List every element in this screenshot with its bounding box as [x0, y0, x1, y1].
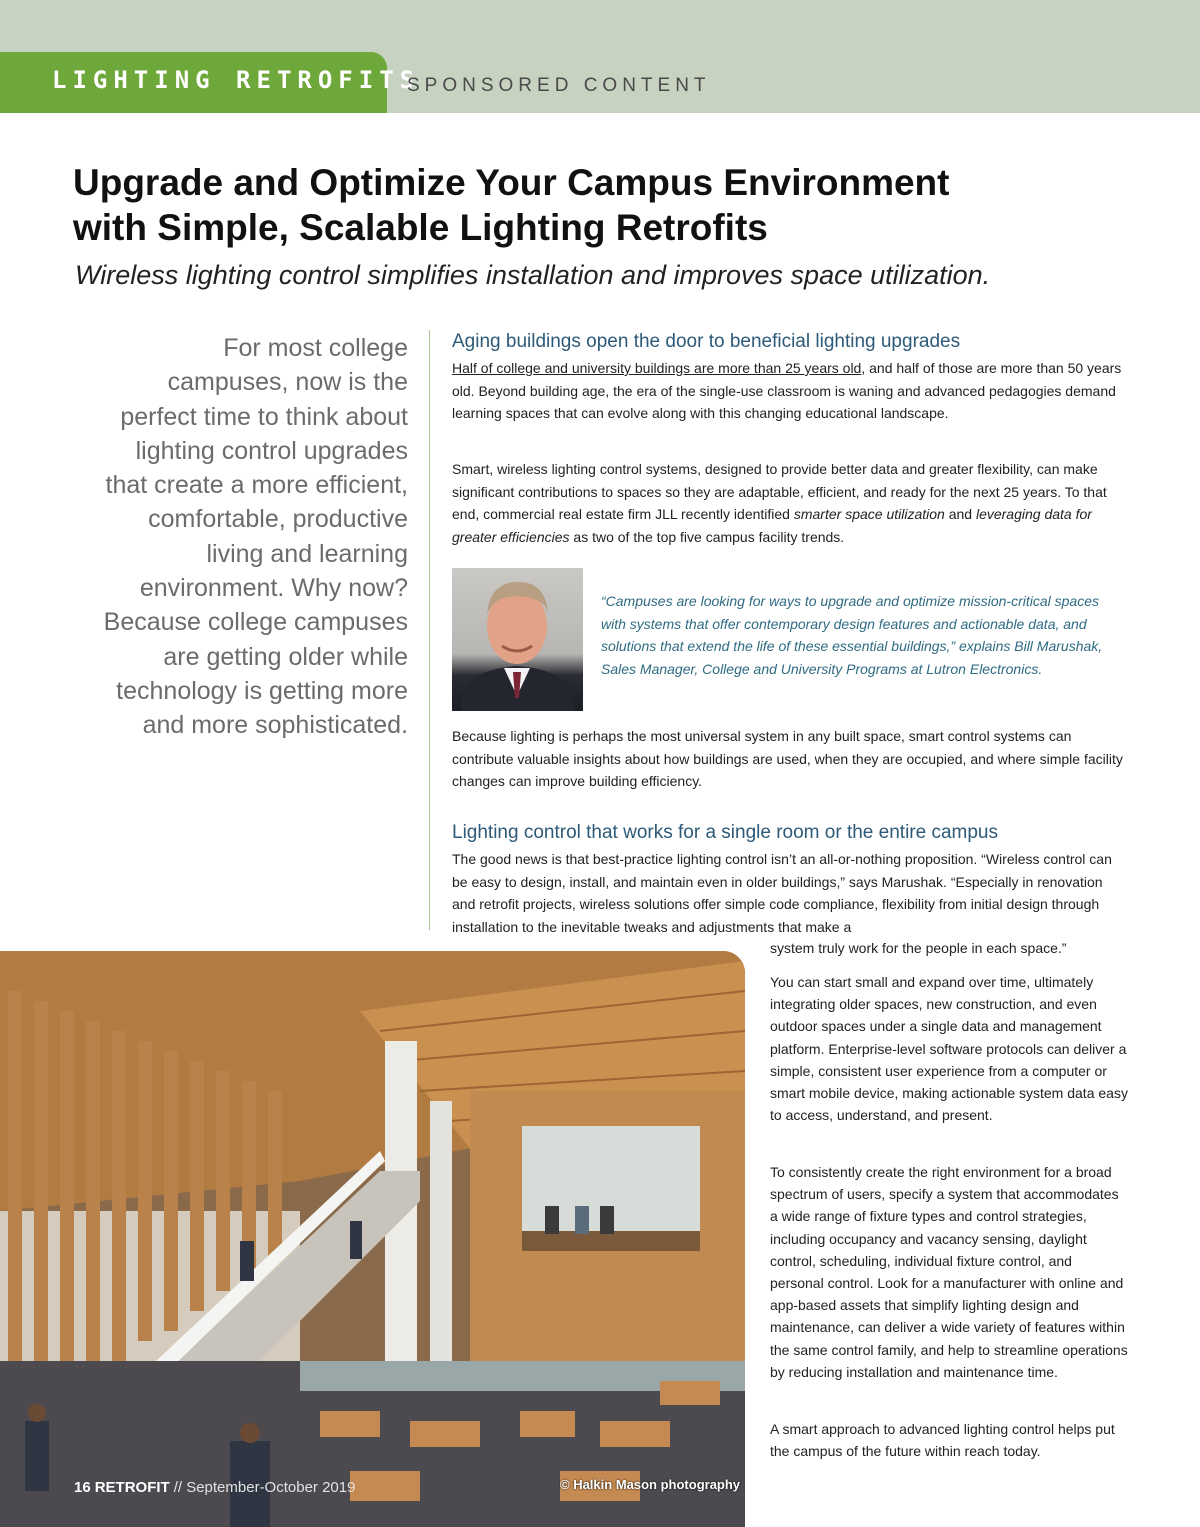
pull-quote: For most college campuses, now is the perfect time to think about lighting control upgrades that create a more efficient, comfortable, productive living and learning environment. Why now? Because college campuses are getting older while technology is getting more and more sophisticated. — [103, 334, 408, 740]
paragraph-text: as two of the top five campus facility trends. — [569, 528, 845, 545]
emphasis-text: leveraging data for greater efficiencies — [452, 506, 1092, 545]
statistic-link[interactable]: Half of college and university buildings are more than 25 years old — [452, 360, 862, 376]
paragraph-building-age — [452, 357, 1128, 425]
section-heading-aging-buildings: Aging buildings open the door to beneficial lighting upgrades — [452, 331, 961, 352]
article-subtitle: Wireless lighting control simplifies installation and improves space utilization. — [75, 260, 991, 290]
paragraph-text: and — [944, 506, 976, 523]
page-footer — [74, 1479, 355, 1496]
section-heading-lighting-control: Lighting control that works for a single room or the entire campus — [452, 822, 998, 843]
paragraph-text: Smart, wireless lighting control systems, designed to provide better data and greater flexibility, can make significant contributions to spaces so they are adaptable, efficient, and ready for the next 25 years. To that end, commercial real estate firm JLL recently identified — [452, 461, 1107, 523]
sponsored-content-label: SPONSORED CONTENT — [407, 75, 711, 96]
paragraph-good-news-continued: system truly work for the people in each space.” — [770, 940, 1067, 956]
title-line-1: Upgrade and Optimize Your Campus Environment — [73, 162, 950, 203]
paragraph-smart-wireless — [452, 458, 1128, 548]
section-tab-label: LIGHTING RETROFITS — [52, 66, 421, 94]
title-line-2: with Simple, Scalable Lighting Retrofits — [73, 207, 768, 248]
campus-atrium-photo — [0, 951, 745, 1527]
emphasis-text: smarter space utilization — [793, 506, 945, 523]
column-divider — [429, 330, 430, 930]
executive-quote: “Campuses are looking for ways to upgrade and optimize mission-critical spaces with systems that offer contemporary design features and actionable data, and solutions that extend the life of these essential buildings,” explains Bill Marushak, Sales Manager, College and University Programs at Lutron Electronics. — [601, 593, 1103, 677]
magazine-name: RETROFIT — [94, 1479, 170, 1496]
paragraph-right-environment: To consistently create the right environment for a broad spectrum of users, specify a system that accommodates a wide range of fixture types and control strategies, including occupancy and vacancy sensing, daylight control, scheduling, individual fixture control, and personal control. Look for a manufacturer with online and app-based assets that simplify lighting design and maintenance, can deliver a wide variety of features within the same control family, and help to streamline operations by reducing installation and maintenance time. — [770, 1164, 1128, 1380]
paragraph-text: , and half of those are more than 50 years old. Beyond building age, the era of the single-use classroom is waning and advanced pedagogies demand learning spaces that can evolve along with this changing educational landscape. — [452, 360, 1122, 422]
paragraph-start-small: You can start small and expand over time, ultimately integrating older spaces, new construction, and even outdoor spaces under a single data and management platform. Enterprise-level software protocols can deliver a simple, consistent user experience from a computer or smart mobile device, making actionable system data easy to access, understand, and present. — [770, 974, 1128, 1124]
paragraph-closing: A smart approach to advanced lighting control helps put the campus of the future within reach today. — [770, 1421, 1115, 1460]
photo-credit: © Halkin Mason photography — [560, 1477, 741, 1492]
paragraph-universal-system: Because lighting is perhaps the most universal system in any built space, smart control systems can contribute valuable insights about how buildings are used, when they are occupied, and where simple facility changes can improve building efficiency. — [452, 728, 1123, 790]
portrait-photo — [452, 568, 583, 711]
paragraph-good-news: The good news is that best-practice lighting control isn’t an all-or-nothing proposition. “Wireless control can be easy to design, install, and maintain even in older buildings,” says Marushak. “Especially in renovation and retrofit projects, wireless solutions offer simple code compliance, flexibility from initial design through installation to the inevitable tweaks and adjustments that make a — [452, 851, 1112, 935]
page-number: 16 — [74, 1479, 91, 1496]
article-title — [73, 160, 1073, 250]
issue-date: // September-October 2019 — [173, 1479, 356, 1496]
